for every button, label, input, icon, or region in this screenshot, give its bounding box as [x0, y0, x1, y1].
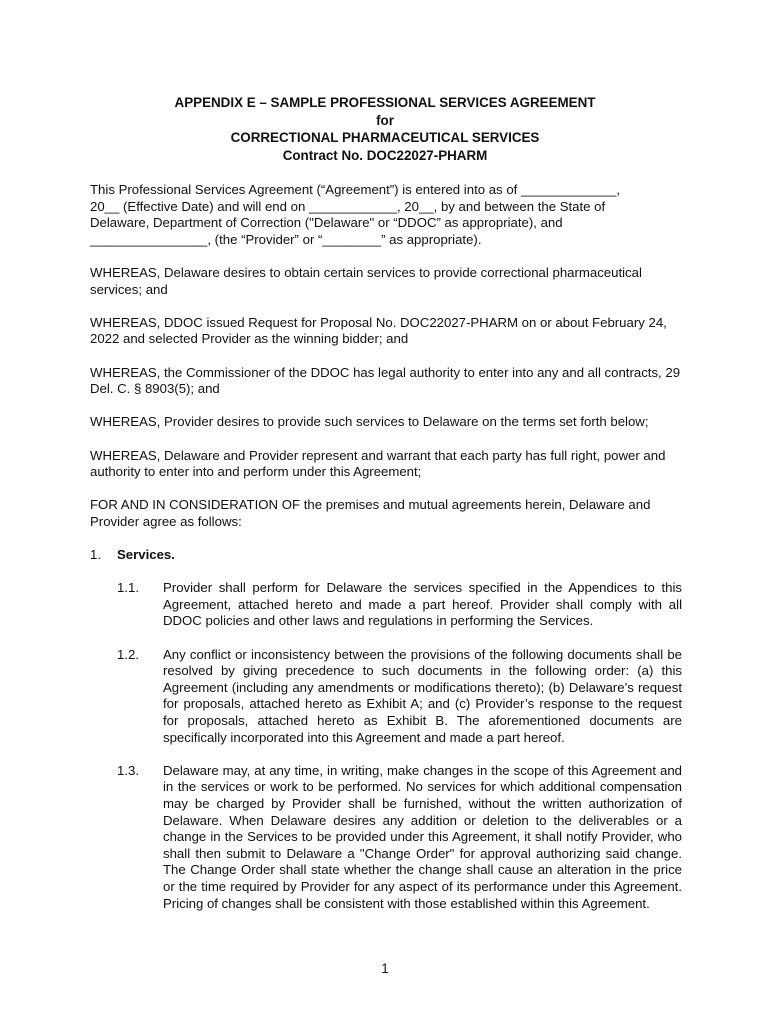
intro-paragraph [90, 182, 682, 248]
recital-paragraph: WHEREAS, Delaware and Provider represent and warrant that each party has full right, power and authority to enter into and perform under this Agreement; [90, 447, 666, 480]
recital-paragraph: WHEREAS, DDOC issued Request for Proposal No. DOC22027-PHARM on or about February 24, 2022 and selected Provider as the winning bidder; and [90, 314, 667, 347]
clause-text: Any conflict or inconsistency between the provisions of the following documents shall be resolved by giving precedence to such documents in the following order: (a) this Agreement (including any amendments or modifications thereto); (b) Delaware’s request for proposals, attached hereto as Exhibit A; and (c) Provider’s response to the request for proposals, attached hereto as Exhibit B. The aforementioned documents are specifically incorporated into this Agreement and made a part hereof. [163, 646, 682, 745]
clause-text: Provider shall perform for Delaware the services specified in the Appendices to this Agreement, attached hereto and made a part hereof. Provider shall comply with all DDOC policies and other laws and regulations in performing the Services. [163, 580, 682, 629]
header-for: for [376, 112, 394, 128]
document-header [0, 94, 770, 164]
header-title: APPENDIX E – SAMPLE PROFESSIONAL SERVICES AGREEMENT [174, 95, 596, 110]
clause-number: 1.2. [117, 646, 139, 662]
clause-text: Delaware may, at any time, in writing, make changes in the scope of this Agreement and in the services or work to be performed. No services for which additional compensation may be charged by Provider shall be furnished, without the written authorization of Delaware. When Delaware desires any addition or deletion to the deliverables or a change in the Services to be provided under this Agreement, it shall notify Provider, who shall then submit to Delaware a "Change Order" for approval authorizing said change. The Change Order shall state whether the change shall cause an alteration in the price or the time required by Provider for any aspect of its performance under this Agreement. Pricing of changes shall be consistent with those established within this Agreement. [163, 762, 682, 911]
recital-paragraph: WHEREAS, Delaware desires to obtain certain services to provide correctional pharmaceutical services; and [90, 264, 642, 297]
section-number: 1. [90, 547, 101, 563]
clause [117, 763, 682, 912]
consideration-paragraph: FOR AND IN CONSIDERATION OF the premises and mutual agreements herein, Delaware and Provider agree as follows: [90, 497, 651, 529]
header-contract-number: Contract No. DOC22027-PHARM [282, 147, 488, 163]
page-number: 1 [381, 961, 389, 976]
intro-line: ________________, (the “Provider” or “________” as appropriate). [90, 231, 482, 247]
document-body [90, 182, 682, 929]
clause [117, 647, 682, 747]
clause [117, 580, 682, 630]
intro-line: This Professional Services Agreement (“Agreement”) is entered into as of _____________, [90, 182, 620, 197]
clause-number: 1.3. [117, 762, 139, 778]
section-heading [90, 547, 682, 564]
intro-line: Delaware, Department of Correction ("Delaware" or “DDOC” as appropriate), and [90, 215, 563, 231]
section-title: Services. [117, 547, 175, 563]
recital-paragraph: WHEREAS, the Commissioner of the DDOC has legal authority to enter into any and all contracts, 29 Del. C. § 8903(5); and [90, 364, 681, 397]
intro-line: 20__ (Effective Date) and will end on ____________, 20__, by and between the State of [90, 198, 606, 214]
header-subject: CORRECTIONAL PHARMACEUTICAL SERVICES [230, 130, 540, 145]
clause-number: 1.1. [117, 580, 139, 596]
recital-paragraph: WHEREAS, Provider desires to provide such services to Delaware on the terms set forth below; [90, 414, 649, 430]
